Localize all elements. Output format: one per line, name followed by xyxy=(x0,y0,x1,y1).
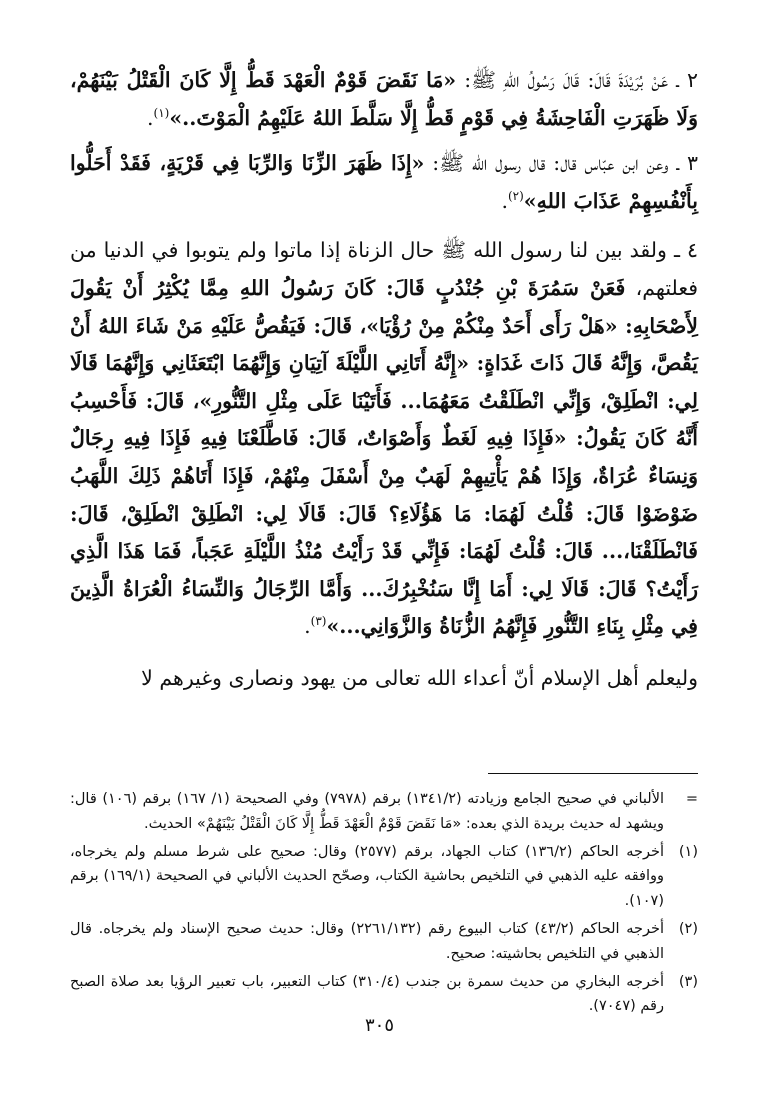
paragraph-2 xyxy=(70,62,698,137)
paragraph-4-intro: ٤ ـ ولقد بين لنا رسول الله ﷺ حال الزناة إذا ماتوا ولم يتوبوا في الدنيا من فعلتهم، xyxy=(70,238,699,300)
footnote-text: أخرجه البخاري من حديث سمرة بن جندب (٣١٠/٤) كتاب التعبير، باب تعبير الرؤيا بعد صلاة الصبح رقم (٧٠٤٧). xyxy=(70,973,665,1015)
paragraph-3-intro: ٣ ـ وعن ابن عبّاس قال: قال رسول الله ﷺ: xyxy=(424,151,698,176)
footnote-2 xyxy=(70,917,698,967)
paragraph-2-intro: ٢ ـ عَنْ بُرَيْدَةَ قَالَ: قَالَ رَسُولُ اللهِ ﷺ: xyxy=(456,68,699,92)
hadith-quote: «إِذَا ظَهَرَ الزِّنَا وَالرِّبَا فِي قَرْيَةٍ، فَقَدْ أَحَلُّوا بِأَنْفُسِهِمْ عَذَابَ اللهِ» xyxy=(70,151,698,213)
footnote-marker: (٢) xyxy=(678,920,698,937)
footnote-marker: = xyxy=(685,791,698,807)
page xyxy=(70,62,699,1015)
footnote-text: أخرجه الحاكم (٤٣/٢) كتاب البيوع رقم (٢٢٦١/١٣٢) وقال: حديث صحيح الإسناد ولم يخرجاه. قال الذهبي في التلخيص بحاشيته: صحيح. xyxy=(70,920,664,962)
paragraph-4 xyxy=(70,232,698,646)
footnotes xyxy=(70,787,698,1022)
footnote-continuation xyxy=(70,787,698,837)
footnote-marker: (٣) xyxy=(678,973,698,990)
page-number: ٣٠٥ xyxy=(364,1015,394,1036)
footnote-text: الألباني في صحيح الجامع وزيادته (١٣٤١/٢) برقم (٧٩٧٨) وفي الصحيحة (١/ ١٦٧) برقم (١٠٦) قال: ويشهد له حديث بريدة الذي بعده: «مَا نَقَضَ قَوْمٌ الْعَهْدَ قَطُّ إِلَّا كَانَ الْقَتْلُ بَيْنَهُمْ» الحديث. xyxy=(70,791,664,832)
sentence-end: . xyxy=(304,614,311,639)
paragraph-3 xyxy=(70,145,698,220)
hadith-quote: «مَا نَقَضَ قَوْمٌ الْعَهْدَ قَطُّ إِلَّا كَانَ الْقَتْلُ بَيْنَهُمْ، وَلَا ظَهَرَتِ الْفَاحِشَةُ فِي قَوْمٍ قَطُّ إِلَّا سَلَّطَ اللهُ عَلَيْهِمُ الْمَوْتَ..» xyxy=(70,68,698,130)
footnote-ref: (٣) xyxy=(310,614,327,629)
sentence-end: . xyxy=(501,188,508,213)
footnote-ref: (١) xyxy=(153,105,170,120)
footnote-text: أخرجه الحاكم (١٣٦/٢) كتاب الجهاد، برقم (٢٥٧٧) وقال: صحيح على شرط مسلم ولم يخرجاه، ووافقه عليه الذهبي في التلخيص بحاشية الكتاب، وصحّح الحديث الألباني في الصحيحة (١٦٩/١) برقم (١٠٧). xyxy=(70,843,665,910)
hadith-quote: فَعَنْ سَمُرَةَ بْنِ جُنْدُبٍ قَالَ: كَانَ رَسُولُ اللهِ مِمَّا يُكْثِرُ أَنْ يَقُولَ لِأَصْحَابِهِ: «هَلْ رَأَى أَحَدٌ مِنْكُمْ مِنْ رُؤْيَا»، قَالَ: فَيَقُصُّ عَلَيْهِ مَنْ شَاءَ اللهُ أَنْ يَقُصَّ، وَإِنَّهُ قَالَ ذَاتَ غَدَاةٍ: «إِنَّهُ أَتَانِي اللَّيْلَةَ آتِيَانِ وَإِنَّهُمَا ابْتَعَثَانِي وَإِنَّهُمَا قَالَا لِي: انْطَلِقْ، وَإِنِّي انْطَلَقْتُ مَعَهُمَا... فَأَتَيْنَا عَلَى مِثْلِ التَّنُّورِ»، قَالَ: فَأَحْسِبُ أَنَّهُ كَانَ يَقُولُ: «فَإِذَا فِيهِ لَغَطٌ وَأَصْوَاتٌ، قَالَ: فَاطَّلَعْنَا فِيهِ فَإِذَا فِيهِ رِجَالٌ وَنِسَاءٌ عُرَاةٌ، وَإِذَا هُمْ يَأْتِيهِمْ لَهَبٌ مِنْ أَسْفَلَ مِنْهُمْ، فَإِذَا أَتَاهُمْ ذَلِكَ اللَّهَبُ ضَوْضَوْا قَالَ: قُلْتُ لَهُمَا: مَا هَؤُلَاءِ؟ قَالَ: قَالَا لِي: انْطَلِقْ انْطَلِقْ، قَالَ: فَانْطَلَقْنَا،... قَالَ: قُلْتُ لَهُمَا: فَإِنِّي قَدْ رَأَيْتُ مُنْذُ اللَّيْلَةِ عَجَباً، فَمَا هَذَا الَّذِي رَأَيْتُ؟ قَالَ: قَالَا لِي: أَمَا إِنَّا سَنُخْبِرُكَ... وَأَمَّا الرِّجَالُ وَالنِّسَاءُ الْعُرَاةُ الَّذِينَ فِي مِثْلِ بِنَاءِ التَّنُّورِ فَإِنَّهُمُ الزُّنَاةُ وَالزَّوَانِي...» xyxy=(70,275,698,639)
footnote-1 xyxy=(70,840,698,914)
sentence-end: . xyxy=(146,105,154,130)
footnote-3 xyxy=(70,970,698,1020)
footnote-marker: (١) xyxy=(678,843,698,860)
main-text xyxy=(70,62,698,698)
footnote-ref: (٢) xyxy=(507,188,524,203)
closing-paragraph: وليعلم أهل الإسلام أنّ أعداء الله تعالى من يهود ونصارى وغيرهم لا xyxy=(141,665,698,690)
footnote-divider xyxy=(488,773,698,774)
